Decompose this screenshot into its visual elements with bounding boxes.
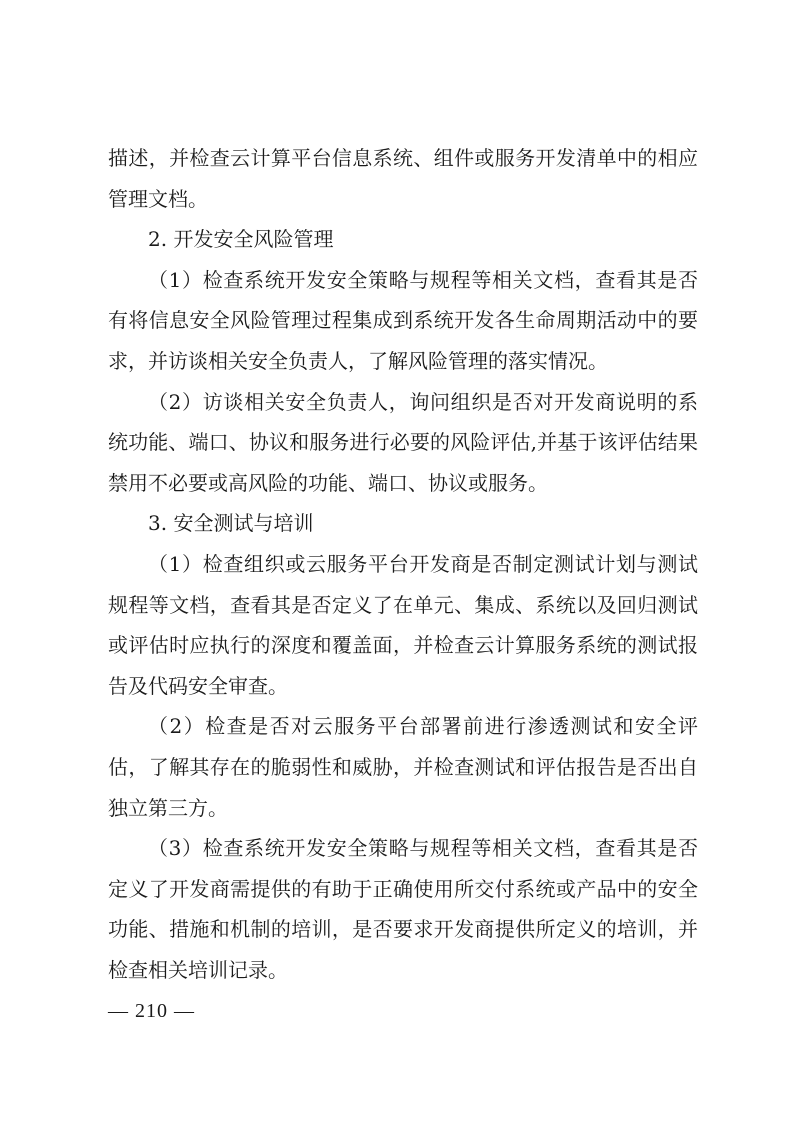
paragraph: （2）访谈相关安全负责人，询问组织是否对开发商说明的系统功能、端口、协议和服务进行必要的风险评估,并基于该评估结果禁用不必要或高风险的功能、端口、协议或服务。 <box>108 389 698 495</box>
page-number: — 210 — <box>108 1000 195 1022</box>
paragraph-continuation: 描述，并检查云计算平台信息系统、组件或服务开发清单中的相应管理文档。 <box>108 146 698 211</box>
paragraph: （2）检查是否对云服务平台部署前进行渗透测试和安全评估，了解其存在的脆弱性和威胁，并检查测试和评估报告是否出自独立第三方。 <box>108 714 698 820</box>
paragraph: （1）检查组织或云服务平台开发商是否制定测试计划与测试规程等文档，查看其是否定义了在单元、集成、系统以及回归测试或评估时应执行的深度和覆盖面，并检查云计算服务系统的测试报告及代码安全审查。 <box>108 551 698 698</box>
paragraph: （3）检查系统开发安全策略与规程等相关文档，查看其是否定义了开发商需提供的有助于正确使用所交付系统或产品中的安全功能、措施和机制的培训，是否要求开发商提供所定义的培训，并检查相关培训记录。 <box>108 836 698 982</box>
section-heading-testing-training: 3. 安全测试与培训 <box>148 511 314 536</box>
paragraph: （1）检查系统开发安全策略与规程等相关文档，查看其是否有将信息安全风险管理过程集成到系统开发各生命周期活动中的要求，并访谈相关安全负责人，了解风险管理的落实情况。 <box>108 267 698 373</box>
section-heading-dev-risk: 2. 开发安全风险管理 <box>148 227 334 252</box>
body-text <box>108 138 698 990</box>
